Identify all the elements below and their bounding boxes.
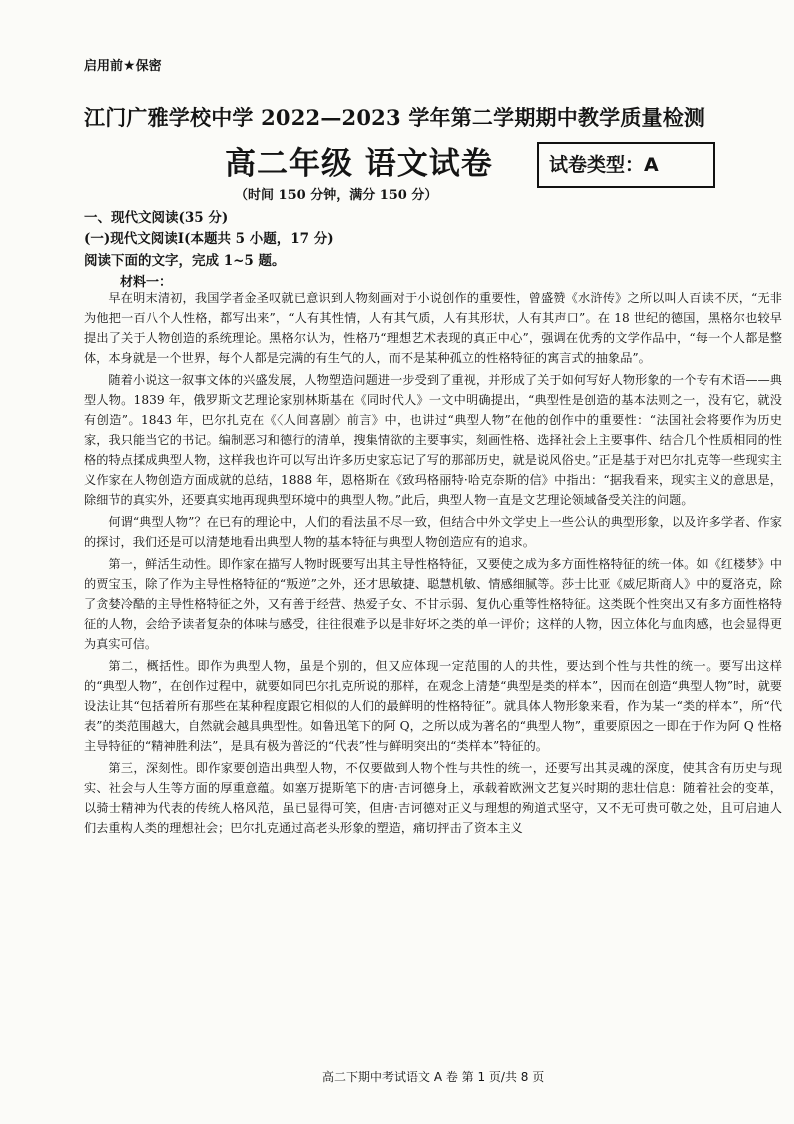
paragraph: 第一，鲜活生动性。即作家在描写人物时既要写出其主导性格特征，又要使之成为多方面性格特征的统一体。如《红楼梦》中的贾宝玉，除了作为主导性格特征的“叛逆”之外，还才思敏捷、聪慧机敏、情感细腻等。莎士比亚《威尼斯商人》中的夏洛克，除了贪婪冷酷的主导性格特征之外，又有善于经营、热爱子女、不甘示弱、复仇心重等性格特征。这类既个性突出又有多方面性格特征的人物，会给予读者复杂的体味与感受，往往很难予以是非好坏之类的单一评价；这样的人物，因立体化与血肉感，也会显得更为真实可信。 xyxy=(84,557,782,651)
article-body xyxy=(84,288,782,840)
secret-post: 保密 xyxy=(135,59,162,74)
page-footer: 高二下期中考试语文 A 卷 第 1 页/共 8 页 xyxy=(322,1070,545,1084)
paragraph: 何谓“典型人物”？在已有的理论中，人们的看法虽不尽一致，但结合中外文学史上一些公认的典型形象，以及许多学者、作家的探讨，我们还是可以清楚地看出典型人物的基本特征与典型人物创造应有的追求。 xyxy=(84,515,782,549)
time-score-note: （时间 150 分钟，满分 150 分） xyxy=(235,188,438,203)
reading-instruction: 阅读下面的文字，完成 1~5 题。 xyxy=(84,253,286,269)
material-label: 材料一： xyxy=(120,275,173,290)
star-icon: ★ xyxy=(123,58,136,74)
paragraph: 随着小说这一叙事文体的兴盛发展，人物塑造问题进一步受到了重视，并形成了关于如何写好人物形象的一个专有术语——典型人物。1839 年，俄罗斯文艺理论家别林斯基在《同时代人》一文中明确提出，“典型性是创造的基本法则之一，没有它，就没有创造”。1843 年，巴尔扎克在《〈人间喜剧〉前言》中，也讲过“典型人物”在他的创作中的重要性：“法国社会将要作为历史家，我只能当它的书记。编制恶习和德行的清单，搜集情欲的主要事实，刻画性格、选择社会上主要事件、结合几个性质相同的性格的特点揉成典型人物，这样我也许可以写出许多历史家忘记了写的那部历史，就是说风俗史。”正是基于对巴尔扎克等一些现实主义作家在人物创造方面成就的总结，1888 年，恩格斯在《致玛格丽特·哈克奈斯的信》中指出：“据我看来，现实主义的意思是，除细节的真实外，还要真实地再现典型环境中的典型人物。”此后，典型人物一直是文艺理论领域备受关注的问题。 xyxy=(84,373,782,507)
exam-title: 高二年级 语文试卷 xyxy=(225,146,493,182)
paragraph: 早在明末清初，我国学者金圣叹就已意识到人物刻画对于小说创作的重要性，曾盛赞《水浒传》之所以叫人百读不厌，“无非为他把一百八个人性格，都写出来”，“人有其性情，人有其气质，人有其形状，人有其声口”。在 18 世纪的德国，黑格尔也较早提出了关于人物创造的系统理论。黑格尔认为，性格乃“理想艺术表现的真正中心”，强调在优秀的文学作品中，“每一个人都是整体，本身就是一个世界，每个人都是完满的有生气的人，而不是某种孤立的性格特征的寓言式的抽象品”。 xyxy=(84,291,782,365)
section-heading: 一、现代文阅读(35 分) xyxy=(84,210,229,226)
school-title: 江门广雅学校中学 2022—2023 学年第二学期期中教学质量检测 xyxy=(84,105,706,130)
subsection-heading: (一)现代文阅读Ⅰ(本题共 5 小题，17 分) xyxy=(84,231,334,247)
paragraph: 第三，深刻性。即作家要创造出典型人物，不仅要做到人物个性与共性的统一，还要写出其灵魂的深度，使其含有历史与现实、社会与人生等方面的厚重意蕴。如塞万提斯笔下的唐·吉诃德身上，承载着欧洲文艺复兴时期的悲壮信息：随着社会的变革，以骑士精神为代表的传统人格风范，虽已显得可笑，但唐·吉诃德对正义与理想的殉道式坚守，又不无可贵可敬之处，且可启迪人们去重构人类的理想社会；巴尔扎克通过高老头形象的塑造，痛切抨击了资本主义 xyxy=(84,761,782,835)
paper-type-box: 试卷类型：A xyxy=(537,142,715,188)
paragraph: 第二，概括性。即作为典型人物，虽是个别的，但又应体现一定范围的人的共性，要达到个性与共性的统一。要写出这样的“典型人物”，在创作过程中，就要如同巴尔扎克所说的那样，在观念上清楚“典型是类的样本”，因而在创造“典型人物”时，就要设法让其“包括着所有那些在某种程度跟它相似的人们的最鲜明的性格特征”。就具体人物形象来看，作为某一“类的样本”，所“代表”的类范围越大，自然就会越具典型性。如鲁迅笔下的阿 Q，之所以成为著名的“典型人物”，重要原因之一即在于作为阿 Q 性格主导特征的“精神胜利法”，是具有极为普泛的“代表”性与鲜明突出的“类样本”特征的。 xyxy=(84,659,782,753)
secret-pre: 启用前 xyxy=(84,59,124,74)
confidential-notice xyxy=(84,55,162,74)
